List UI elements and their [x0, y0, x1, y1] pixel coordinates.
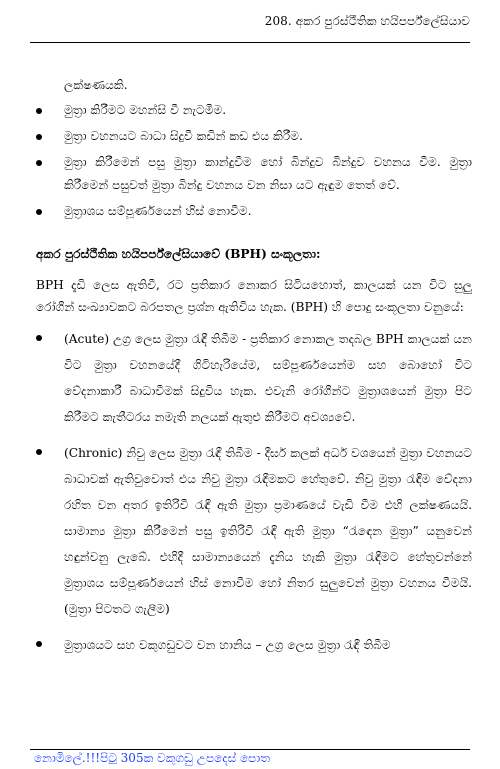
continued-text: ලක්ෂණයකි. [64, 78, 128, 92]
bullet-icon [36, 160, 42, 166]
list-item-text: මුත්‍රා කිරීමට මහන්සි වී නැටමීම. [64, 103, 227, 117]
list-item-text: (Chronic) නිවු ලෙස මුත්‍රා රැඳී තිබීම - දීර්ඝ කලක් අර්ධ වශයෙන් මුත්‍රා වහනයට බාධාවක් ඇතිවුවොත් එය නිවු මුත්‍රා රැඳීමකට හේතුවේ. නිවු මුත්‍රා රැඳීම වේදනා රහිත වන අතර ඉතිරිවී රැඳී ඇති මුත්‍රා ප්‍රමාණයේ වැඩි වීම එහි ලක්ෂණයයි. සාමාන්‍ය මුත්‍රා කිරීමෙන් පසු ඉතිරිවී රැඳී ඇති මුත්‍රා “රැඳෙන මුත්‍රා” යනුවෙන් හඳුන්වනු ලැබේ. එහිදී සාමාන්‍යයෙන් දැනිය හැකි මුත්‍රා රැඳීමට හේතුවන්නේ මුත්‍රාශය සම්පූර්ණයෙන් හිස් නොවීම හෝ නිතර සුලුවෙන් මුත්‍රා වහනය වීමයි. (මුත්‍රා පිටතට ගැලීම) [64, 446, 472, 616]
list-item-text: මුත්‍රාශයට සහ වකුගඩුවට වන හානිය – උග්‍ර ලෙස මුත්‍රා රැඳී තිබීම [64, 638, 391, 652]
bullet-icon [36, 335, 42, 341]
bullet-icon [36, 108, 42, 114]
list-item-text: මුත්‍රා කිරීමෙන් පසු මුත්‍රා කාන්දුවීම හෝ බින්දුව බින්දුව වහනය වීම. මුත්‍රා කිරීමෙන් පසුවත් මුත්‍රා බින්දු වහනය වන නිසා යට ඇඳුම තෙත් වේ. [64, 155, 472, 192]
list-item [36, 440, 472, 622]
list-item-text: (Acute) උග්‍ර ලෙස මුත්‍රා රැඳී තිබීම - ප්‍රතිකාර නොකල තදබල BPH කාලයක් යන විට මුත්‍රා වහනයේදී ගිටිහැරියේම, සම්පූර්ණයෙන්ම සහ බොහෝ විට වේදනාකාරී බාධාවීමක් සිදුවිය හැක. එවැනි රෝගීන්ට මුත්‍රාශයෙන් මුත්‍රා පිට කිරීමට කැතීටරය නමැති නලයක් ඇතුළු කිරීමට අවශ්‍යවේ. [64, 332, 472, 424]
running-header: 208. අකර පුරස්ථීතික හයිපර්ප්ලේසියාව [264, 14, 470, 28]
header-divider [30, 42, 470, 43]
page-footer [30, 749, 470, 769]
list-item [36, 99, 472, 122]
list-item-text: මුත්‍රා වහනයට බාධා සිදුවී කඩින් කඩ එය කිරීම. [64, 129, 303, 143]
list-item [36, 632, 472, 658]
bullet-icon [36, 641, 42, 647]
page-header [30, 8, 470, 38]
section-paragraph: BPH දැඩි ලෙස ඇතිවී, රට ප්‍රතිකාර නොකර සිටියහොත්, කාලයක් යන විට සුලු රෝගීන් සංඛ්‍යාවකට බරපතල ප්‍රශ්න ඇතිවිය හැක. (BPH) හි පොදු සංකූලතා වනුයේ: [36, 278, 472, 314]
footer-promo-text: නොමිලේ.!!!පිටු 305ක වකුගඩු උපදෙස් පොත [34, 751, 271, 765]
section-heading: අකර පුරස්ථීතික හයිපර්ප්ලේසියාවේ (BPH) සංකූලතා: [36, 247, 321, 261]
list-item [36, 326, 472, 430]
list-item [36, 151, 472, 197]
bullet-icon [36, 449, 42, 455]
list-item-text: මුත්‍රාශය සම්පූර්ණයෙන් හිස් නොවීම. [64, 204, 252, 218]
bullet-icon [36, 209, 42, 215]
symptom-list [36, 99, 472, 223]
complication-list [36, 326, 472, 658]
page-body [36, 74, 472, 668]
list-item [36, 125, 472, 148]
footer-divider [30, 749, 470, 750]
bullet-icon [36, 134, 42, 140]
list-item [36, 200, 472, 223]
